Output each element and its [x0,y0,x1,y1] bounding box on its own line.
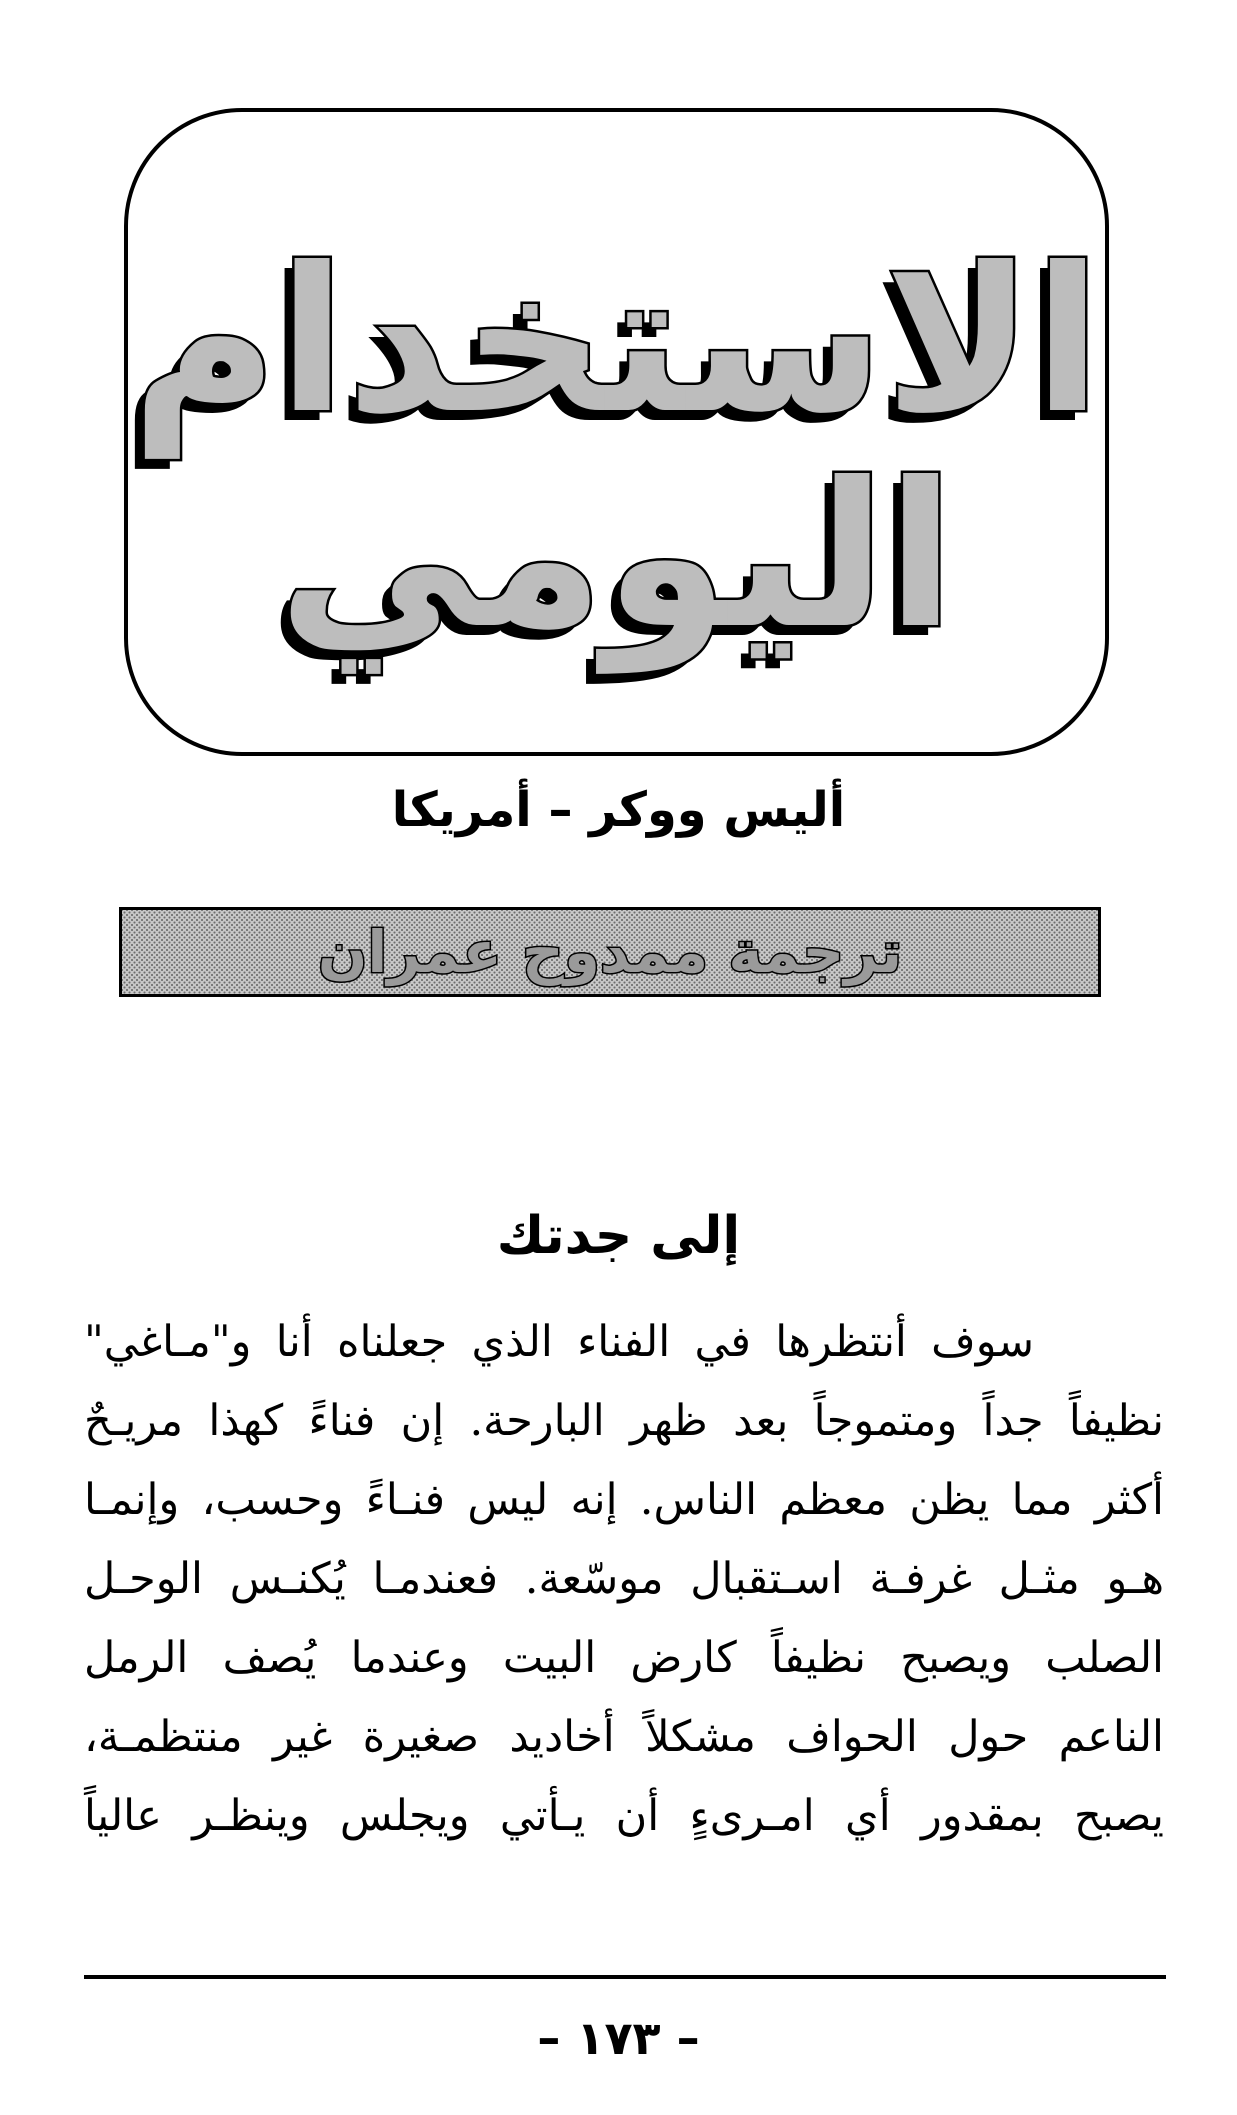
translator-text: ترجمة ممدوح عمران [317,918,903,986]
title-line-1: الاستخدام [131,225,1102,458]
body-line: سوف أنتظرها في الفناء الذي جعلناه أنا و"مـاغي" [84,1317,1034,1367]
translator-banner [119,907,1101,997]
body-line: أكثر مما يظن معظم الناس. إنه ليس فنـاءً وحسب، وإنمـا [84,1475,1164,1525]
footer-rule [84,1975,1166,1979]
title-line-2: اليومي [278,440,955,673]
body-line: يصبح بمقدور أي امـرىءٍ أن يـأتي ويجلس وينظـر عالياً [84,1791,1164,1841]
author-line: أليس ووكر – أمريكا [391,782,846,838]
body-line: نظيفاً جداً ومتموجاً بعد ظهر البارحة. إن فناءً كهذا مريـحٌ [84,1396,1164,1446]
body-line: الصلب ويصبح نظيفاً كارض البيت وعندما يُصف الرمل [84,1633,1164,1683]
body-line: الناعم حول الحواف مشكلاً أخاديد صغيرة غير منتظمـة، [84,1712,1164,1762]
chapter-title: إلى جدتك [496,1206,741,1266]
title-frame [124,108,1109,756]
body-text [84,1303,1164,1856]
body-line: هـو مثـل غرفـة اسـتقبال موسّعة. فعندمـا يُكنـس الوحـل [84,1554,1164,1604]
page-number: – ١٧٣ – [537,2011,700,2065]
